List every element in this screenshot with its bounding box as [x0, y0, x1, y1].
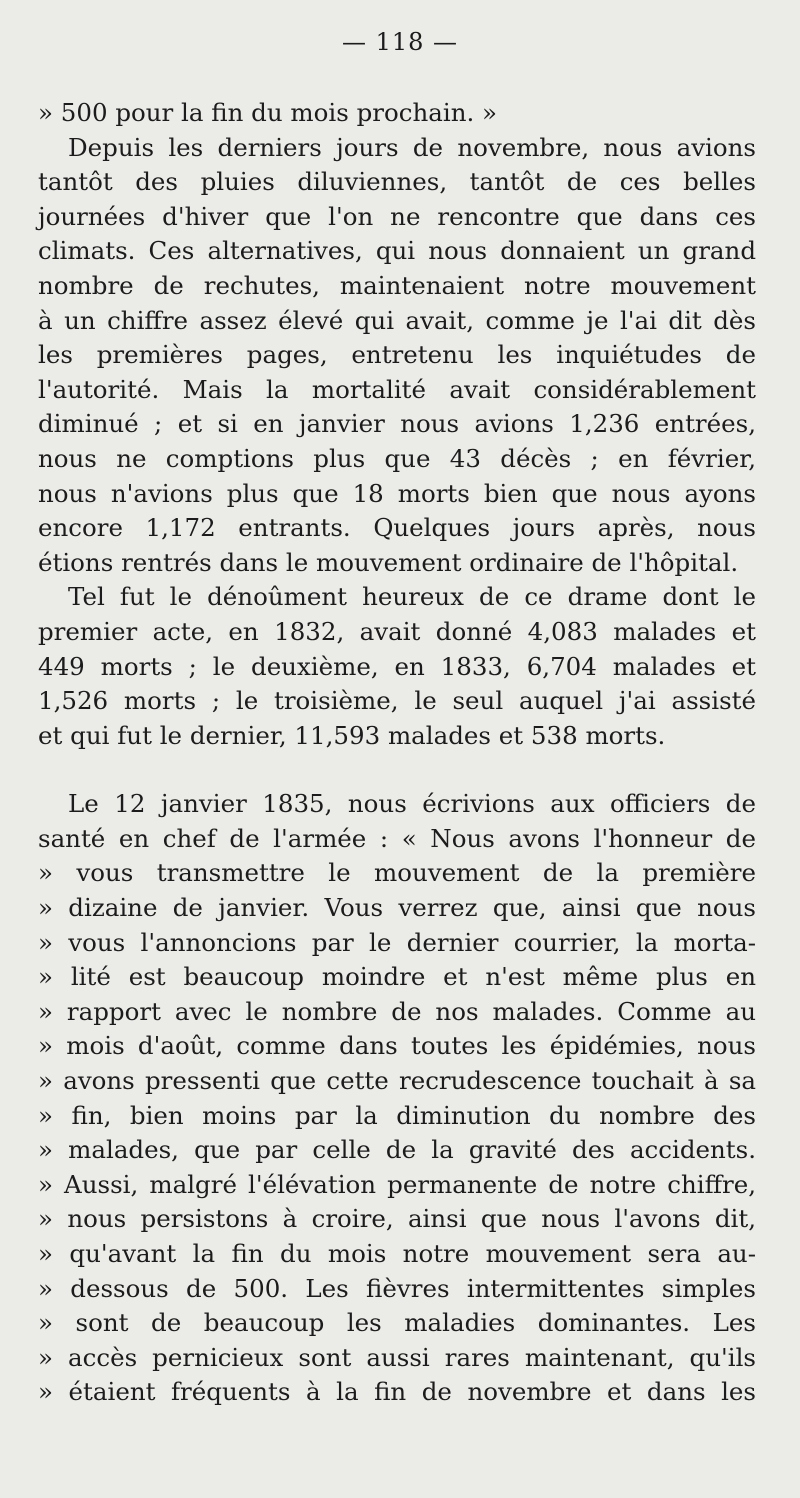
text-line: » avons pressenti que cette recrudescence touchait à sa [38, 1066, 756, 1096]
text-line: » lité est beaucoup moindre et n'est même plus en [38, 962, 756, 992]
paragraph-gap [38, 753, 756, 787]
page-number: — 118 — [341, 28, 459, 56]
text-line: » rapport avec le nombre de nos malades. Comme au [38, 996, 756, 1026]
text-line: l'autorité. Mais la mortalité avait considérablement [38, 374, 756, 404]
text-line: 1,526 morts ; le troisième, le seul auquel j'ai assisté [38, 686, 756, 716]
text-line: » dizaine de janvier. Vous verrez que, ainsi que nous [38, 893, 756, 923]
text-line: santé en chef de l'armée : « Nous avons l'honneur de [38, 823, 756, 853]
text-line: » vous transmettre le mouvement de la première [38, 858, 756, 888]
text-line: » mois d'août, comme dans toutes les épidémies, nous [38, 1031, 756, 1061]
text-line: » malades, que par celle de la gravité des accidents. [38, 1135, 756, 1165]
text-line: » Aussi, malgré l'élévation permanente de notre chiffre, [38, 1169, 756, 1199]
text-line: diminué ; et si en janvier nous avions 1,236 entrées, [38, 409, 756, 439]
text-line: climats. Ces alternatives, qui nous donnaient un grand [38, 236, 756, 266]
text-line: journées d'hiver que l'on ne rencontre que dans ces [38, 201, 756, 231]
text-line: et qui fut le dernier, 11,593 malades et 538 morts. [38, 720, 666, 750]
text-line: 449 morts ; le deuxième, en 1833, 6,704 malades et [38, 651, 756, 681]
text-line: » vous l'annoncions par le dernier courrier, la morta- [38, 927, 756, 957]
text-line: nombre de rechutes, maintenaient notre mouvement [38, 270, 756, 300]
text-line: premier acte, en 1832, avait donné 4,083 malades et [38, 616, 756, 646]
text-line: » qu'avant la fin du mois notre mouvement sera au- [38, 1239, 756, 1268]
text-line: tantôt des pluies diluviennes, tantôt de ces belles [38, 167, 756, 197]
text-line: Tel fut le dénoûment heureux de ce drame dont le [68, 582, 756, 612]
text-line: encore 1,172 entrants. Quelques jours après, nous [38, 513, 756, 543]
text-line: » 500 pour la fin du mois prochain. » [38, 98, 498, 127]
text-line: » fin, bien moins par la diminution du nombre des [38, 1100, 756, 1130]
text-line: » étaient fréquents à la fin de novembre et dans les [38, 1377, 756, 1407]
text-line: à un chiffre assez élevé qui avait, comme je l'ai dit dès [38, 305, 756, 335]
text-line: Depuis les derniers jours de novembre, nous avions [68, 132, 756, 162]
text-line: les premières pages, entretenu les inquiétudes de [38, 340, 756, 370]
text-line: nous n'avions plus que 18 morts bien que nous ayons [38, 478, 756, 508]
text-line: » accès pernicieux sont aussi rares maintenant, qu'ils [38, 1342, 756, 1372]
text-line: Le 12 janvier 1835, nous écrivions aux officiers de [68, 789, 756, 819]
text-line: nous ne comptions plus que 43 décès ; en février, [38, 443, 756, 473]
text-line: » nous persistons à croire, ainsi que nous l'avons dit, [38, 1204, 756, 1234]
text-line: étions rentrés dans le mouvement ordinaire de l'hôpital. [38, 547, 739, 577]
body-text [38, 96, 756, 1410]
text-line: » dessous de 500. Les fièvres intermittentes simples [38, 1273, 756, 1303]
text-line: » sont de beaucoup les maladies dominantes. Les [38, 1308, 756, 1338]
